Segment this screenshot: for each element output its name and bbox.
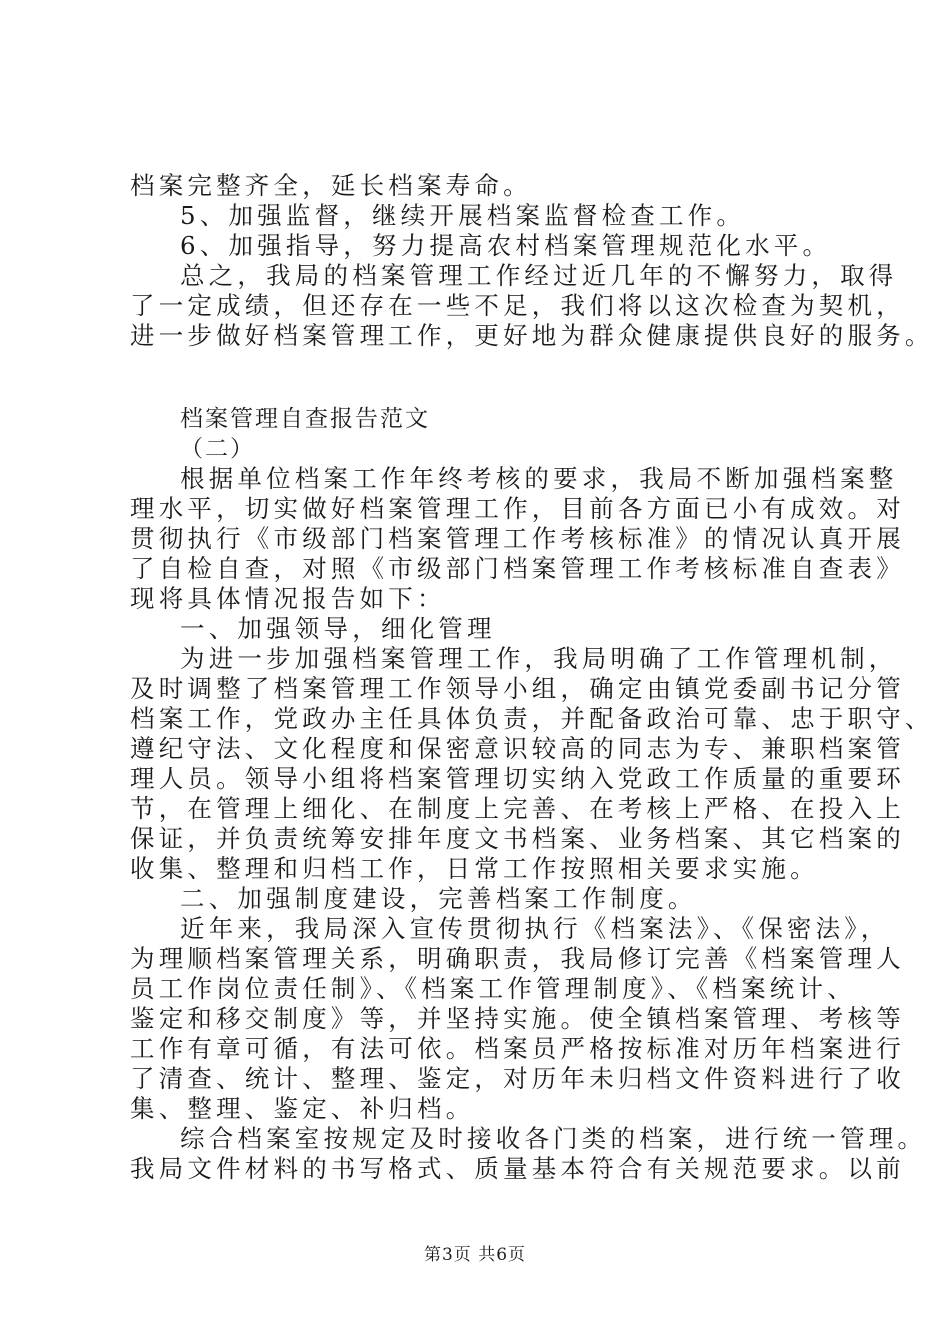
- paragraph-line: 进一步做好档案管理工作，更好地为群众健康提供良好的服务。: [130, 321, 934, 350]
- paragraph-line: 保证，并负责统筹安排年度文书档案、业务档案、其它档案的: [130, 824, 905, 853]
- paragraph-line: 5、加强监督，继续开展档案监督检查工作。: [180, 201, 746, 230]
- paragraph-line: 遵纪守法、文化程度和保密意识较高的同志为专、兼职档案管: [130, 734, 905, 763]
- paragraph-line: 档案完整齐全，延长档案寿命。: [130, 171, 532, 200]
- paragraph-line: 了一定成绩，但还存在一些不足，我们将以这次检查为契机，: [130, 291, 905, 320]
- paragraph-line: 为进一步加强档案管理工作，我局明确了工作管理机制，: [180, 644, 898, 673]
- paragraph-line: 为理顺档案管理关系，明确职责，我局修订完善《档案管理人: [130, 944, 905, 973]
- paragraph-line: 综合档案室按规定及时接收各门类的档案，进行统一管理。: [180, 1124, 927, 1153]
- section-title: 档案管理自查报告范文: [180, 406, 430, 432]
- paragraph-line: 收集、整理和归档工作，日常工作按照相关要求实施。: [130, 854, 819, 883]
- paragraph-line: 及时调整了档案管理工作领导小组，确定由镇党委副书记分管: [130, 674, 905, 703]
- page-number-footer: 第3页 共6页: [423, 1245, 527, 1265]
- paragraph-line: 我局文件材料的书写格式、质量基本符合有关规范要求。以前: [130, 1154, 905, 1183]
- subheading: 一、加强领导，细化管理: [180, 614, 496, 643]
- paragraph-line: 档案工作，党政办主任具体负责，并配备政治可靠、忠于职守、: [130, 704, 934, 733]
- document-body: [130, 171, 934, 1184]
- paragraph-line: 6、加强指导，努力提高农村档案管理规范化水平。: [180, 231, 832, 260]
- paragraph-line: 集、整理、鉴定、补归档。: [130, 1094, 475, 1123]
- section-gap: [130, 351, 830, 404]
- paragraph-line: 理水平，切实做好档案管理工作，目前各方面已小有成效。对: [130, 494, 905, 523]
- paragraph-line: 了自检自查，对照《市级部门档案管理工作考核标准自查表》: [130, 554, 905, 583]
- paragraph-line: 根据单位档案工作年终考核的要求，我局不断加强档案整: [180, 464, 898, 493]
- paragraph-line: 了清查、统计、整理、鉴定，对历年未归档文件资料进行了收: [130, 1064, 905, 1093]
- paragraph-line: 工作有章可循，有法可依。档案员严格按标准对历年档案进行: [130, 1034, 905, 1063]
- paragraph-line: 近年来，我局深入宣传贯彻执行《档案法》、《保密法》，: [180, 914, 890, 943]
- paragraph-line: 节，在管理上细化、在制度上完善、在考核上严格、在投入上: [130, 794, 905, 823]
- paragraph-line: 现将具体情况报告如下：: [130, 584, 446, 613]
- paragraph-line: 员工作岗位责任制》、《档案工作管理制度》、《档案统计、: [130, 974, 856, 1003]
- paragraph-line: 贯彻执行《市级部门档案管理工作考核标准》的情况认真开展: [130, 524, 905, 553]
- section-number: （二）: [180, 436, 255, 462]
- paragraph-line: 总之，我局的档案管理工作经过近几年的不懈努力，取得: [180, 261, 898, 290]
- paragraph-line: 理人员。领导小组将档案管理切实纳入党政工作质量的重要环: [130, 764, 905, 793]
- subheading: 二、加强制度建设，完善档案工作制度。: [180, 884, 697, 913]
- paragraph-line: 鉴定和移交制度》等，并坚持实施。使全镇档案管理、考核等: [130, 1004, 905, 1033]
